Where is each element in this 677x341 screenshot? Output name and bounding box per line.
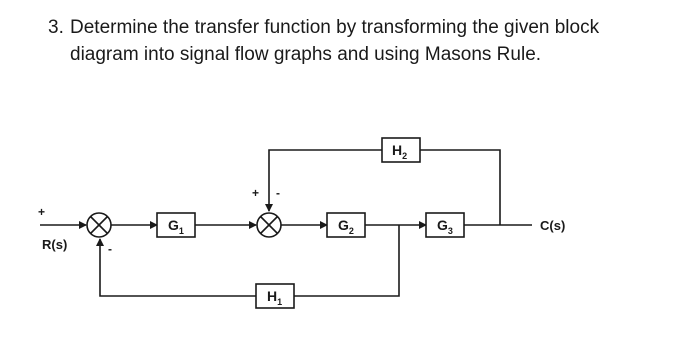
label-h2: $H_2$ [392, 142, 408, 161]
label-g2: $G_2$ [338, 217, 354, 236]
summing-junction-1 [87, 213, 111, 237]
sign-sum1-feedback: - [108, 242, 112, 256]
label-g3: $G_3$ [437, 217, 453, 236]
label-h1: $H_1$ [267, 288, 283, 307]
question-number: 3. [48, 17, 64, 38]
sign-sum2-main: + [252, 186, 260, 200]
input-label: R(s) [42, 237, 68, 252]
sign-sum1-input: + [38, 205, 46, 219]
feedback-path-h2-left [269, 150, 382, 211]
output-label: C(s) [540, 218, 566, 233]
sign-sum2-feedback: - [276, 186, 280, 200]
label-g1: $G_1$ [168, 217, 184, 236]
question-body: Determine the transfer function by transforming the given block diagram into signal flow graphs and using Masons Rule. [70, 17, 600, 65]
summing-junction-2 [257, 213, 281, 237]
feedback-path-h1-left [100, 239, 256, 296]
